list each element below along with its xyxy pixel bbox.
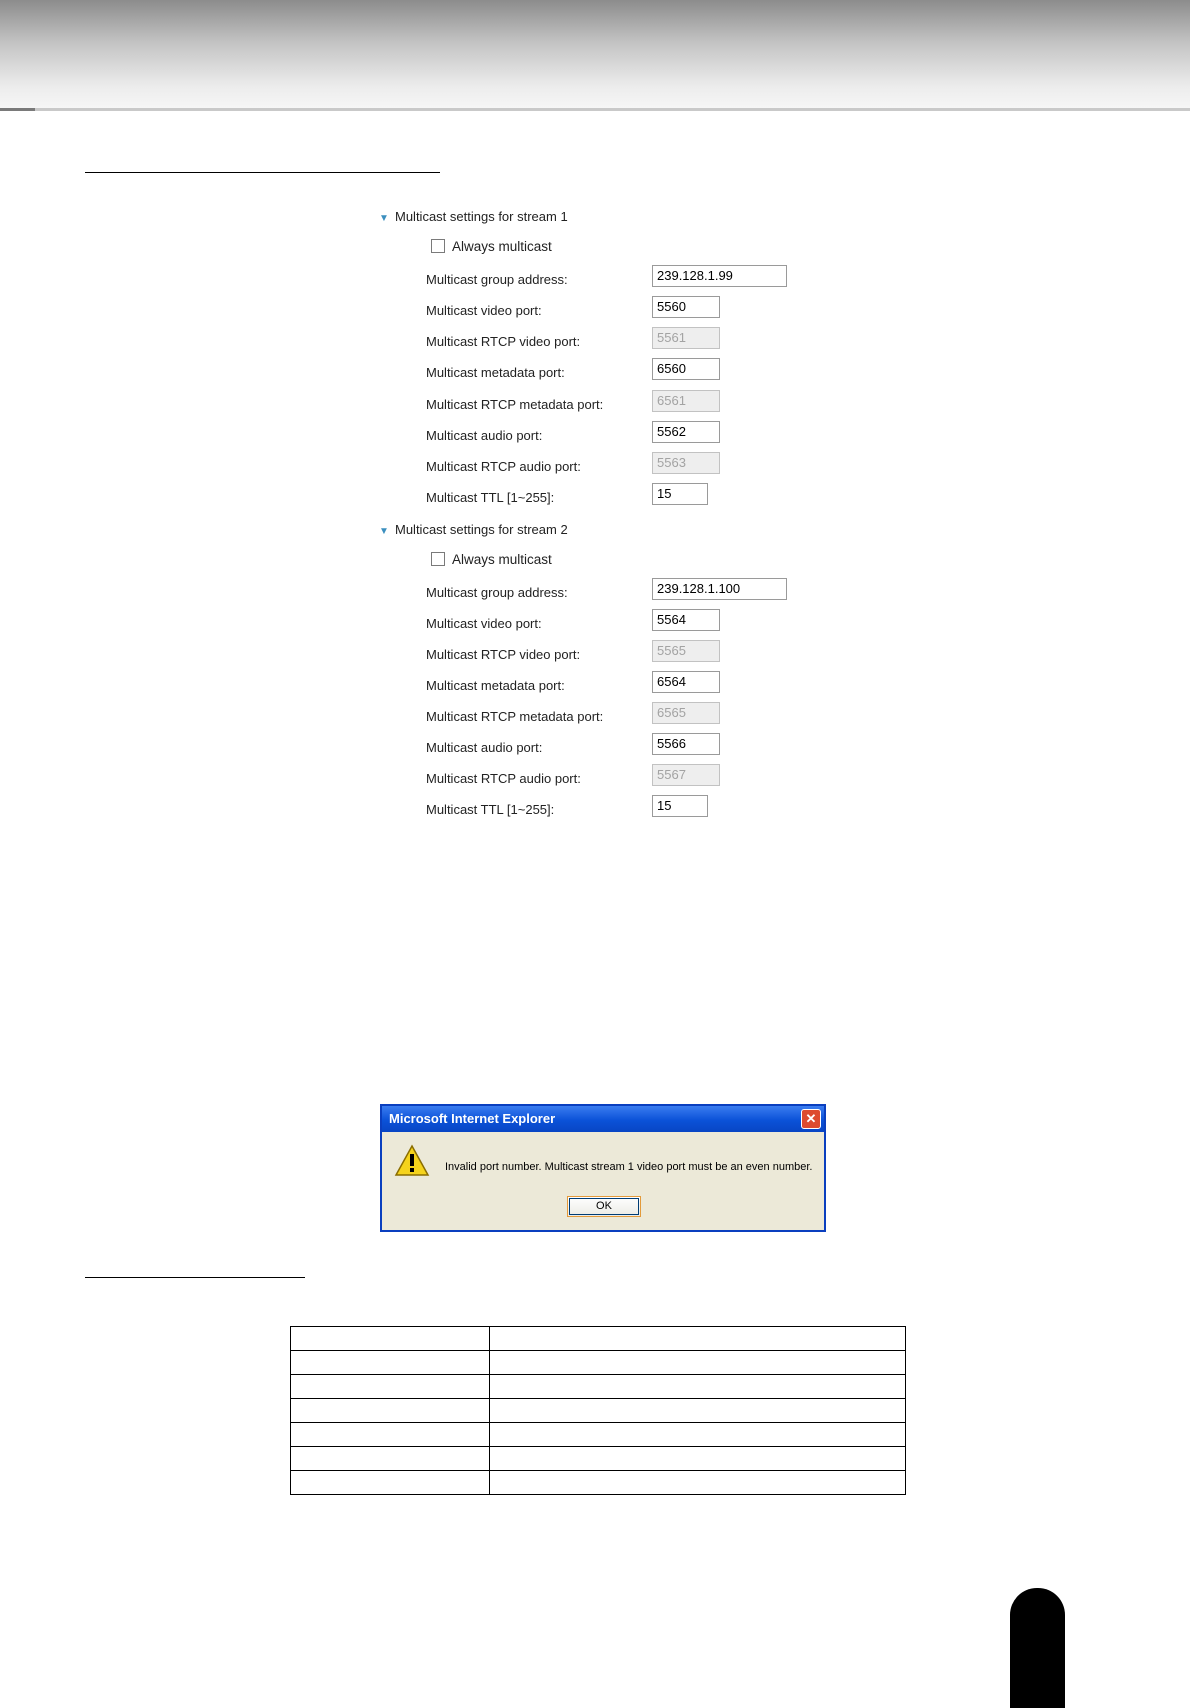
expand-chevron-icon: ▼ (379, 526, 389, 537)
page-number-tab (1010, 1588, 1065, 1708)
stream2-always-multicast-checkbox[interactable] (431, 552, 445, 566)
stream1-rtcp-metadata-port-input: 6561 (652, 390, 720, 412)
dialog-title-bar[interactable] (382, 1106, 824, 1132)
blank-table (290, 1326, 906, 1495)
table-cell (490, 1351, 906, 1375)
stream2-ttl-label: Multicast TTL [1~255]: (426, 802, 555, 817)
table-cell (291, 1447, 490, 1471)
section-heading-underline-1 (85, 172, 440, 173)
stream1-always-multicast-checkbox[interactable] (431, 239, 445, 253)
stream1-always-multicast-label: Always multicast (452, 239, 552, 254)
stream1-rtcp-video-port-input: 5561 (652, 327, 720, 349)
table-cell (291, 1471, 490, 1495)
stream2-group-address-label: Multicast group address: (426, 585, 568, 600)
table-cell (490, 1471, 906, 1495)
page-header-banner (0, 0, 1190, 108)
table-row (291, 1471, 906, 1495)
table-cell (291, 1399, 490, 1423)
table-cell (291, 1327, 490, 1351)
stream1-group-address-label: Multicast group address: (426, 272, 568, 287)
stream1-rtcp-audio-port-input: 5563 (652, 452, 720, 474)
dialog-title: Microsoft Internet Explorer (389, 1111, 556, 1126)
table-cell (291, 1423, 490, 1447)
stream2-rtcp-audio-port-input: 5567 (652, 764, 720, 786)
stream1-rtcp-audio-port-label: Multicast RTCP audio port: (426, 459, 581, 474)
stream2-metadata-port-label: Multicast metadata port: (426, 678, 565, 693)
stream1-video-port-label: Multicast video port: (426, 303, 542, 318)
stream1-section-title: Multicast settings for stream 1 (395, 209, 568, 224)
table-row (291, 1375, 906, 1399)
stream2-always-multicast-label: Always multicast (452, 552, 552, 567)
stream2-section-toggle[interactable] (379, 522, 568, 537)
table-row (291, 1327, 906, 1351)
stream1-rtcp-video-port-label: Multicast RTCP video port: (426, 334, 581, 349)
stream2-video-port-input[interactable]: 5564 (652, 609, 720, 631)
stream1-section-toggle[interactable] (379, 209, 568, 224)
table-row (291, 1351, 906, 1375)
table-cell (490, 1423, 906, 1447)
stream2-rtcp-metadata-port-input: 6565 (652, 702, 720, 724)
stream1-always-multicast[interactable] (431, 239, 552, 254)
section-heading-underline-2 (85, 1277, 305, 1278)
close-icon[interactable]: ✕ (801, 1109, 821, 1129)
dialog-message: Invalid port number. Multicast stream 1 video port must be an even number. (445, 1161, 813, 1173)
header-divider (0, 108, 1190, 111)
stream1-metadata-port-label: Multicast metadata port: (426, 365, 565, 380)
stream2-audio-port-label: Multicast audio port: (426, 740, 543, 755)
table-cell (490, 1375, 906, 1399)
stream2-rtcp-audio-port-label: Multicast RTCP audio port: (426, 771, 581, 786)
table-row (291, 1399, 906, 1423)
table-row (291, 1423, 906, 1447)
stream2-section-title: Multicast settings for stream 2 (395, 522, 568, 537)
header-divider-accent (0, 108, 35, 111)
table-cell (490, 1447, 906, 1471)
stream2-metadata-port-input[interactable]: 6564 (652, 671, 720, 693)
table-cell (490, 1399, 906, 1423)
stream2-rtcp-video-port-label: Multicast RTCP video port: (426, 647, 581, 662)
stream2-always-multicast[interactable] (431, 552, 552, 567)
stream2-ttl-input[interactable]: 15 (652, 795, 708, 817)
ok-button[interactable]: OK (567, 1196, 641, 1217)
stream1-rtcp-metadata-port-label: Multicast RTCP metadata port: (426, 397, 604, 412)
stream1-audio-port-label: Multicast audio port: (426, 428, 543, 443)
stream1-audio-port-input[interactable]: 5562 (652, 421, 720, 443)
stream2-rtcp-metadata-port-label: Multicast RTCP metadata port: (426, 709, 604, 724)
stream1-metadata-port-input[interactable]: 6560 (652, 358, 720, 380)
stream1-video-port-input[interactable]: 5560 (652, 296, 720, 318)
table-row (291, 1447, 906, 1471)
warning-icon (394, 1144, 430, 1178)
table-cell (291, 1375, 490, 1399)
stream2-group-address-input[interactable]: 239.128.1.100 (652, 578, 787, 600)
stream1-group-address-input[interactable]: 239.128.1.99 (652, 265, 787, 287)
table-cell (291, 1351, 490, 1375)
table-cell (490, 1327, 906, 1351)
stream2-rtcp-video-port-input: 5565 (652, 640, 720, 662)
expand-chevron-icon: ▼ (379, 213, 389, 224)
stream1-ttl-label: Multicast TTL [1~255]: (426, 490, 555, 505)
stream2-video-port-label: Multicast video port: (426, 616, 542, 631)
stream2-audio-port-input[interactable]: 5566 (652, 733, 720, 755)
alert-dialog (380, 1104, 826, 1232)
stream1-ttl-input[interactable]: 15 (652, 483, 708, 505)
